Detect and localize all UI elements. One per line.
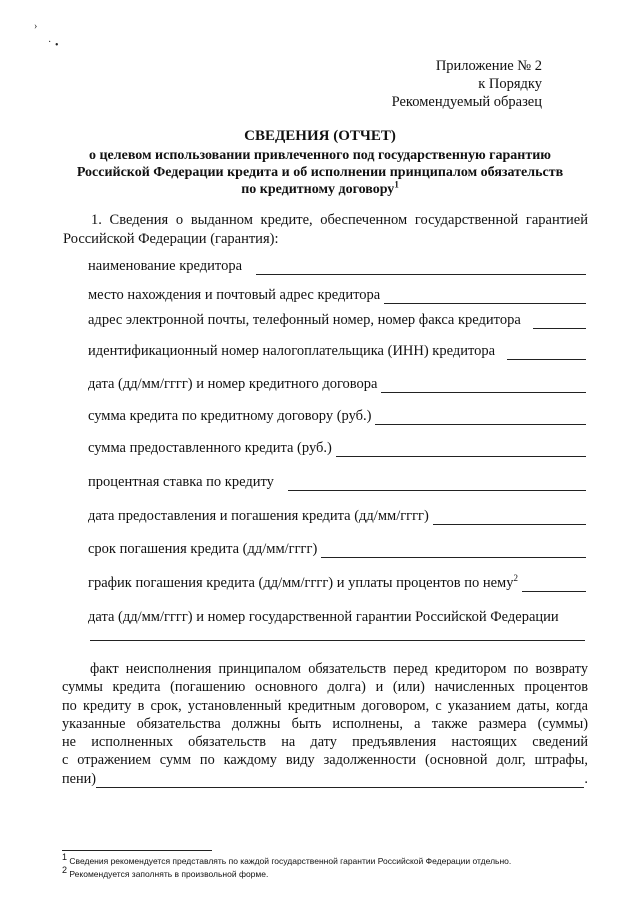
field-interest-rate: [88, 474, 586, 491]
field-guarantee-date-number: [88, 609, 586, 626]
field-provision-repayment-dates: [88, 508, 586, 525]
field-label-text: график погашения кредита (дд/мм/гггг) и уплаты процентов по нему: [88, 575, 514, 591]
fill-in-line: [384, 289, 586, 304]
footnote-mark: 1: [394, 179, 399, 190]
footnote-mark: 2: [513, 573, 518, 584]
field-label: дата предоставления и погашения кредита (дд/мм/гггг): [88, 508, 429, 524]
field-label: сумма предоставленного кредита (руб.): [88, 440, 332, 456]
footnote-number: 1: [62, 852, 68, 863]
field-label: срок погашения кредита (дд/мм/гггг): [88, 541, 318, 557]
paragraph-line: указанные обязательства должны быть исполнены, а также размера (суммы): [62, 715, 588, 732]
field-creditor-name: [88, 258, 586, 275]
scan-mark: •: [55, 40, 59, 51]
annex-block: [392, 57, 542, 111]
fill-in-line: [381, 378, 586, 393]
subtitle-text: по кредитному договору: [241, 182, 395, 197]
annex-line: Рекомендуемый образец: [391, 94, 542, 110]
fill-in-line: [375, 410, 586, 425]
fill-in-line: [321, 543, 586, 558]
default-fact-paragraph: [62, 660, 588, 788]
fill-in-line: [507, 345, 586, 360]
footnote-text: Сведения рекомендуется представлять по каждой государственной гарантии Российской Федерации отдельно.: [69, 856, 512, 866]
annex-line: к Порядку: [478, 76, 542, 92]
fill-in-line: [522, 577, 586, 592]
field-label: место нахождения и почтовый адрес кредитора: [88, 287, 381, 303]
paragraph-line: факт неисполнения принципалом обязательств перед кредитором по возврату: [90, 661, 588, 677]
fill-in-line: [90, 640, 585, 641]
subtitle-line: [40, 181, 600, 198]
field-provided-amount: [88, 440, 586, 457]
paragraph-line: по кредиту в срок, установленный кредитным договором, с указанием даты, когда: [62, 697, 588, 714]
fill-in-line: [288, 476, 586, 491]
field-label: дата (дд/мм/гггг) и номер государственной гарантии Российской Федерации: [88, 609, 559, 625]
section-1-intro: 1. Сведения о выданном кредите, обеспеченном государственной гарантией Российской Федерации (гарантия):: [63, 212, 588, 247]
field-label: процентная ставка по кредиту: [88, 474, 274, 490]
paragraph-line: с отражением сумм по каждому виду задолженности (основной долг, штрафы,: [62, 752, 588, 769]
subtitle-line: о целевом использовании привлеченного под государственную гарантию: [88, 148, 552, 163]
paragraph-last-line: [62, 770, 588, 788]
fill-in-line: [533, 314, 586, 329]
field-repayment-term: [88, 541, 586, 558]
paragraph-line: суммы кредита (погашению основного долга) и (или) начисленных процентов: [62, 679, 588, 696]
field-creditor-inn: [88, 343, 586, 360]
subtitle-line: Российской Федерации кредита и об исполнении принципалом обязательств: [76, 165, 564, 180]
paragraph-line: пени): [62, 770, 97, 787]
footnote-divider: [62, 850, 212, 851]
footnote-number: 2: [62, 865, 68, 876]
field-label: идентификационный номер налогоплательщика (ИНН) кредитора: [88, 343, 496, 359]
field-creditor-address: [88, 287, 586, 304]
fill-in-line: [256, 260, 586, 275]
fill-in-line: [433, 510, 586, 525]
field-creditor-contacts: [88, 312, 586, 329]
paragraph-line: не исполненных обязательств на дату предъявления настоящих сведений: [62, 734, 588, 751]
scan-mark: ›: [34, 21, 38, 32]
document-subtitle: [40, 147, 600, 198]
footnote-text: Рекомендуется заполнять в произвольной форме.: [69, 869, 269, 879]
scan-mark: ·: [48, 37, 52, 48]
footnote-2: [62, 865, 269, 880]
field-label: [88, 575, 518, 592]
annex-line: Приложение № 2: [435, 58, 542, 74]
document-heading: СВЕДЕНИЯ (ОТЧЕТ): [244, 128, 396, 144]
field-label: адрес электронной почты, телефонный номер, номер факса кредитора: [88, 312, 521, 328]
footnote-1: [62, 852, 512, 867]
field-label: сумма кредита по кредитному договору (руб.): [88, 408, 372, 424]
field-contract-amount: [88, 408, 586, 425]
field-label: наименование кредитора: [88, 258, 243, 274]
field-contract-date-number: [88, 376, 586, 393]
fill-in-line: [96, 774, 584, 788]
field-repayment-schedule: [88, 575, 586, 592]
field-label: дата (дд/мм/гггг) и номер кредитного договора: [88, 376, 378, 392]
paragraph-end: .: [584, 770, 588, 787]
fill-in-line: [336, 442, 586, 457]
